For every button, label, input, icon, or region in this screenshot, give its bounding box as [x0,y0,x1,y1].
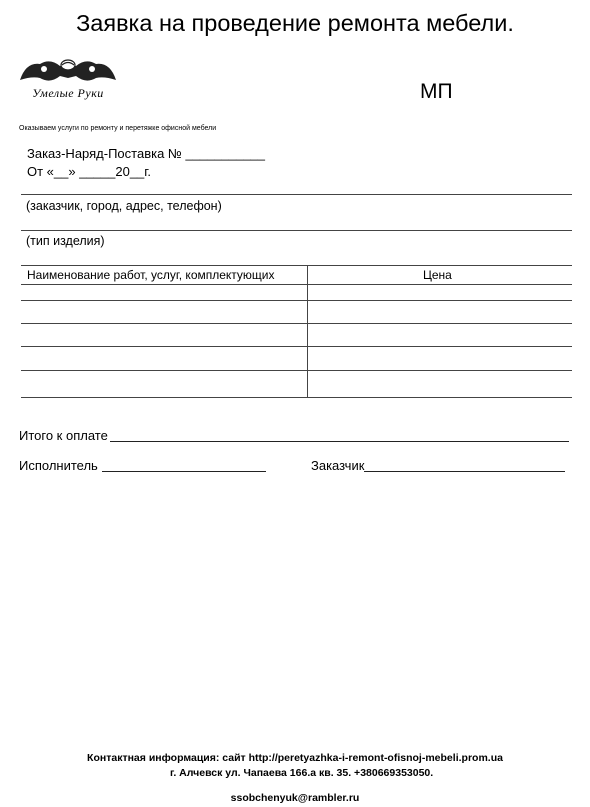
table-row [21,323,572,324]
footer-address: г. Алчевск ул. Чапаева 166.а кв. 35. +380669353050. [170,767,434,779]
table-row [21,370,572,371]
page-title: Заявка на проведение ремонта мебели. [76,10,514,36]
table-top-border [21,265,572,266]
order-date-line: От «__» _____20__г. [27,164,152,179]
product-line [21,230,572,231]
table-row [21,300,572,301]
table-row [21,397,572,398]
total-field[interactable] [110,441,569,442]
footer-contact: Контактная информация: сайт http://peretyazhka-i-remont-ofisnoj-mebeli.prom.ua [87,752,503,764]
footer-email[interactable]: ssobchenyuk@rambler.ru [230,792,360,804]
table-header-price: Цена [423,268,452,282]
logo-text: Умелые Руки [32,86,104,100]
customer-hint: (заказчик, город, адрес, телефон) [26,199,222,213]
table-row [21,284,572,285]
services-text: Оказываем услуги по ремонту и перетяжке офисной мебели [19,125,217,132]
stamp-label: МП [420,80,453,103]
product-hint: (тип изделия) [26,234,105,248]
customer-label: Заказчик [311,458,365,473]
executor-label: Исполнитель [19,458,98,473]
total-label: Итого к оплате [19,428,108,443]
arm-wrestling-logo-icon [16,54,120,88]
customer-line [21,194,572,195]
customer-signature-field[interactable] [364,471,565,472]
table-header-works: Наименование работ, услуг, комплектующих [27,268,275,282]
executor-signature-field[interactable] [102,471,266,472]
table-row [21,346,572,347]
order-number-line: Заказ-Наряд-Поставка № ___________ [27,146,266,161]
table-column-divider [307,266,308,398]
